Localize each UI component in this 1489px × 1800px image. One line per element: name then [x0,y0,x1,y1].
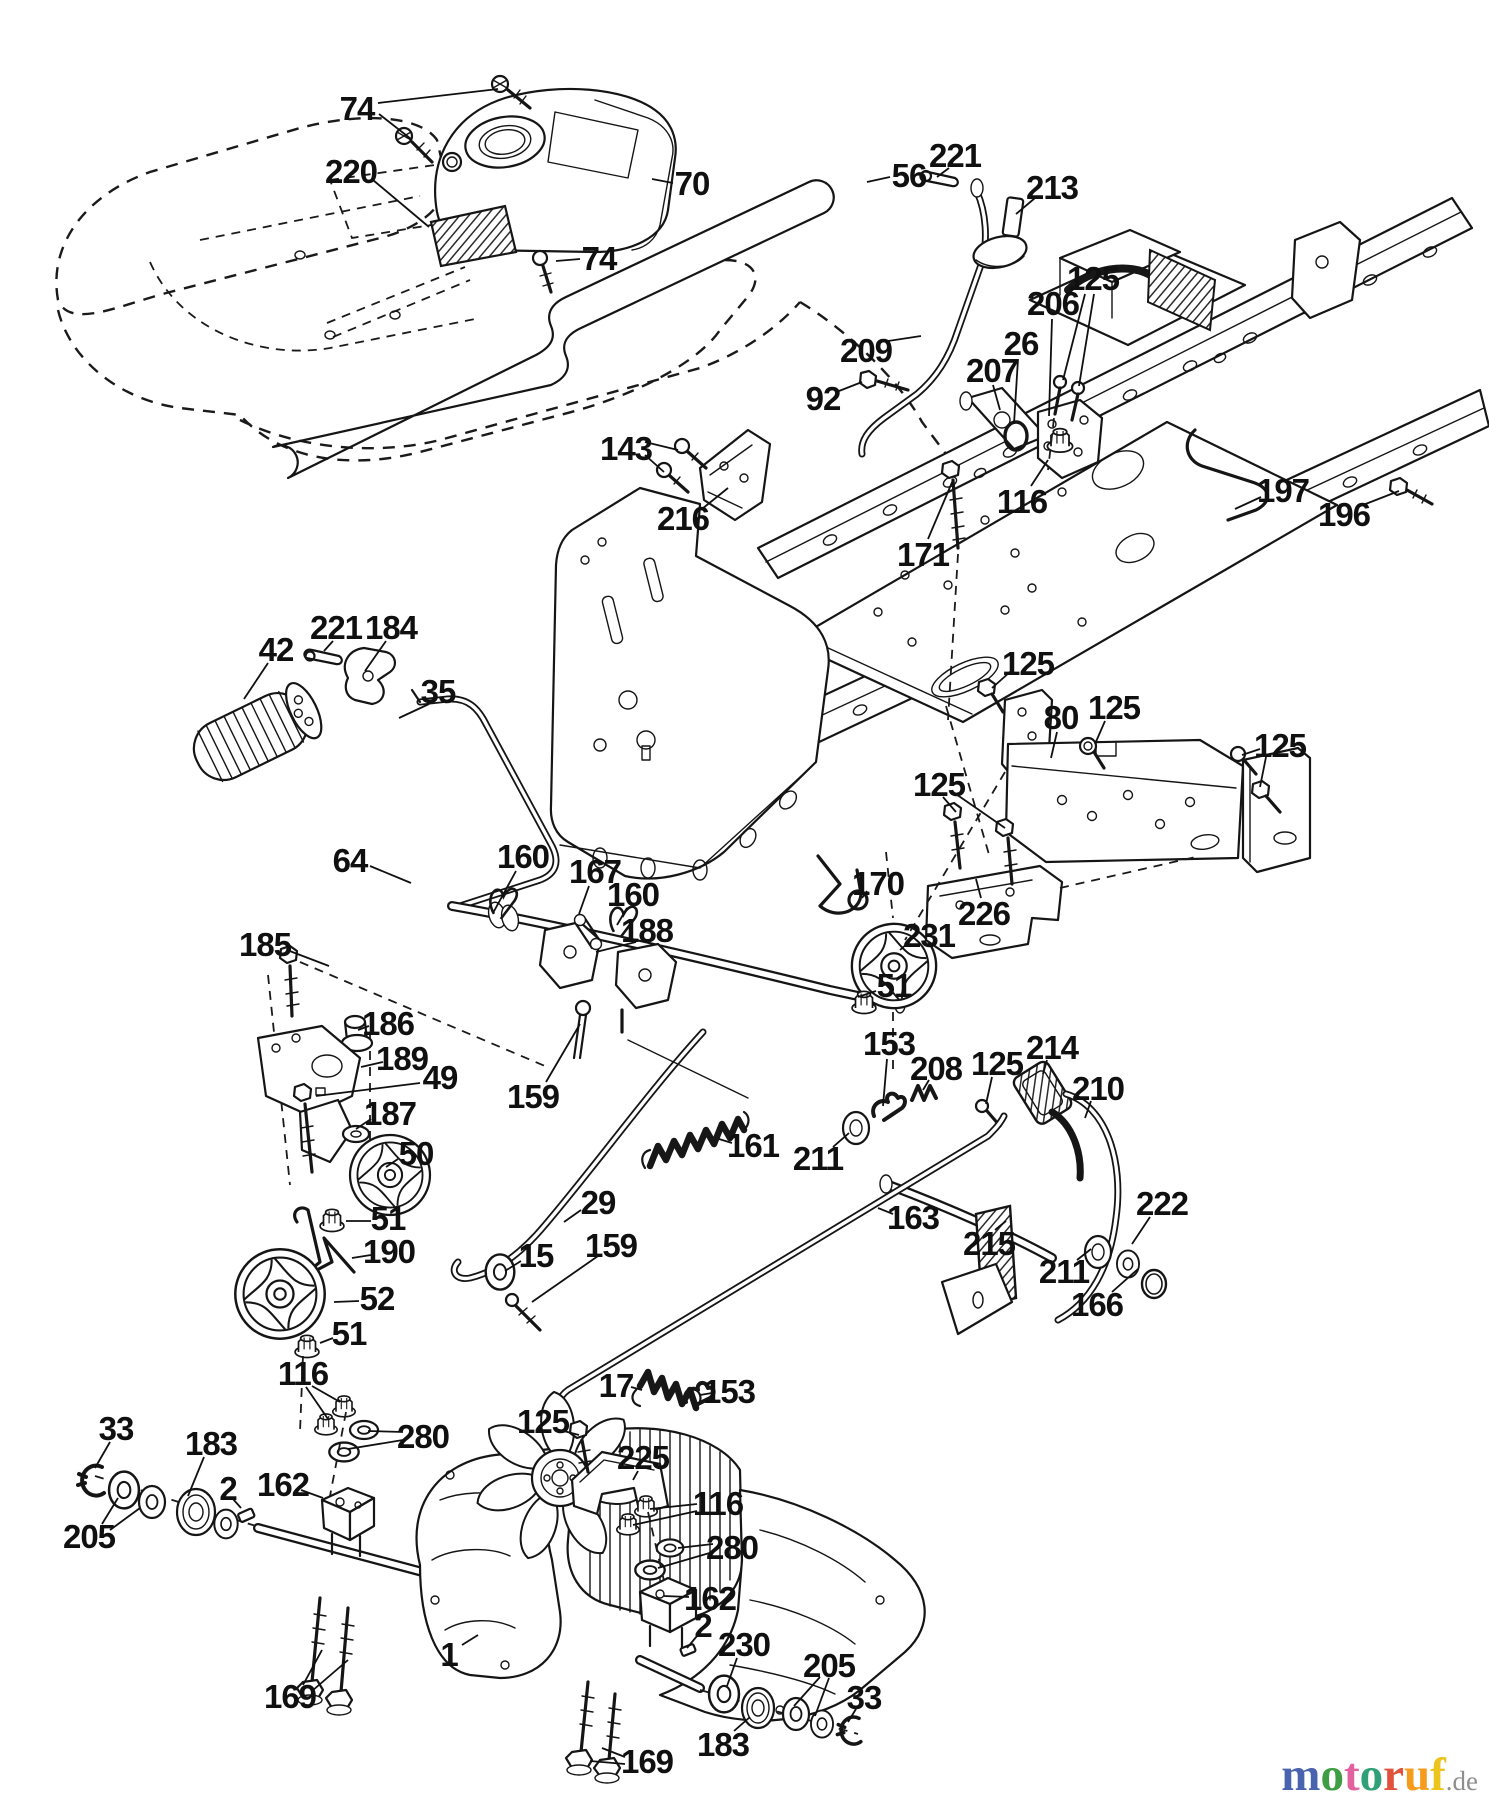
part-label-206: 206 [1026,284,1080,322]
part-label-209: 209 [839,331,893,369]
part-label-51: 51 [876,966,912,1004]
part-label-205: 205 [62,1517,116,1555]
part-label-17: 17 [598,1366,634,1404]
part-label-189: 189 [375,1039,429,1077]
part-label-52: 52 [359,1279,395,1317]
part-label-26: 26 [1003,324,1039,362]
part-label-70: 70 [674,164,710,202]
part-label-160: 160 [606,875,660,913]
part-label-35: 35 [420,672,456,710]
part-label-214: 214 [1025,1028,1079,1066]
part-label-170: 170 [851,864,905,902]
part-label-153: 153 [702,1372,756,1410]
part-label-226: 226 [957,894,1011,932]
part-label-159: 159 [584,1226,638,1264]
part-label-166: 166 [1070,1285,1124,1323]
part-label-185: 185 [238,925,292,963]
part-label-210: 210 [1071,1069,1125,1107]
part-label-125: 125 [970,1044,1024,1082]
part-label-188: 188 [620,911,674,949]
part-label-197: 197 [1256,471,1310,509]
part-label-125: 125 [1001,644,1055,682]
part-label-280: 280 [705,1528,759,1566]
part-label-161: 161 [726,1126,780,1164]
part-label-207: 207 [965,351,1019,389]
part-label-125: 125 [1066,259,1120,297]
part-label-231: 231 [902,916,956,954]
part-label-74: 74 [339,89,375,127]
part-label-33: 33 [846,1678,882,1716]
part-label-221: 221 [928,136,982,174]
part-label-167: 167 [568,852,622,890]
part-label-169: 169 [620,1742,674,1780]
leader-line-52 [334,1301,359,1302]
part-label-190: 190 [362,1232,416,1270]
part-label-160: 160 [496,837,550,875]
part-label-169: 169 [263,1677,317,1715]
part-label-162: 162 [256,1465,310,1503]
part-label-56: 56 [891,156,927,194]
part-label-184: 184 [364,608,418,646]
part-label-222: 222 [1135,1184,1189,1222]
part-label-230: 230 [717,1625,771,1663]
part-label-2: 2 [694,1606,712,1644]
part-label-125: 125 [1253,726,1307,764]
part-label-50: 50 [398,1134,434,1172]
part-label-15: 15 [518,1236,554,1274]
part-label-116: 116 [277,1354,329,1392]
part-label-49: 49 [422,1058,458,1096]
part-label-159: 159 [506,1077,560,1115]
part-label-280: 280 [396,1417,450,1455]
part-label-143: 143 [599,429,653,467]
part-label-205: 205 [802,1646,856,1684]
part-label-116: 116 [692,1484,744,1522]
watermark-text: motoruf.de [1281,1749,1478,1800]
part-label-64: 64 [332,841,368,879]
part-label-80: 80 [1043,698,1079,736]
part-label-211: 211 [1038,1252,1090,1290]
part-label-225: 225 [616,1438,670,1476]
part-label-187: 187 [363,1094,417,1132]
part-label-74: 74 [581,239,617,277]
part-label-153: 153 [862,1024,916,1062]
part-label-221: 221 [309,608,363,646]
part-label-211: 211 [792,1139,844,1177]
part-label-162: 162 [683,1579,737,1617]
part-label-186: 186 [361,1004,415,1042]
part-label-220: 220 [324,152,378,190]
part-label-92: 92 [805,379,841,417]
part-label-125: 125 [912,765,966,803]
part-label-29: 29 [580,1183,616,1221]
part-label-163: 163 [886,1198,940,1236]
part-label-42: 42 [258,630,294,668]
part-label-215: 215 [962,1224,1016,1262]
part-label-216: 216 [656,499,710,537]
part-label-33: 33 [98,1409,134,1447]
part-label-1: 1 [440,1635,458,1673]
part-label-208: 208 [909,1049,963,1087]
part-label-125: 125 [516,1402,570,1440]
spacer-183-right [742,1688,774,1728]
part-label-183: 183 [696,1725,750,1763]
part-label-213: 213 [1025,168,1079,206]
part-label-51: 51 [370,1199,406,1237]
spacer-183-left [177,1489,215,1535]
part-label-196: 196 [1317,495,1371,533]
part-label-2: 2 [219,1469,237,1507]
part-label-116: 116 [996,482,1048,520]
part-label-171: 171 [896,535,950,573]
part-label-183: 183 [184,1424,238,1462]
part-label-51: 51 [331,1314,367,1352]
part-label-125: 125 [1087,688,1141,726]
